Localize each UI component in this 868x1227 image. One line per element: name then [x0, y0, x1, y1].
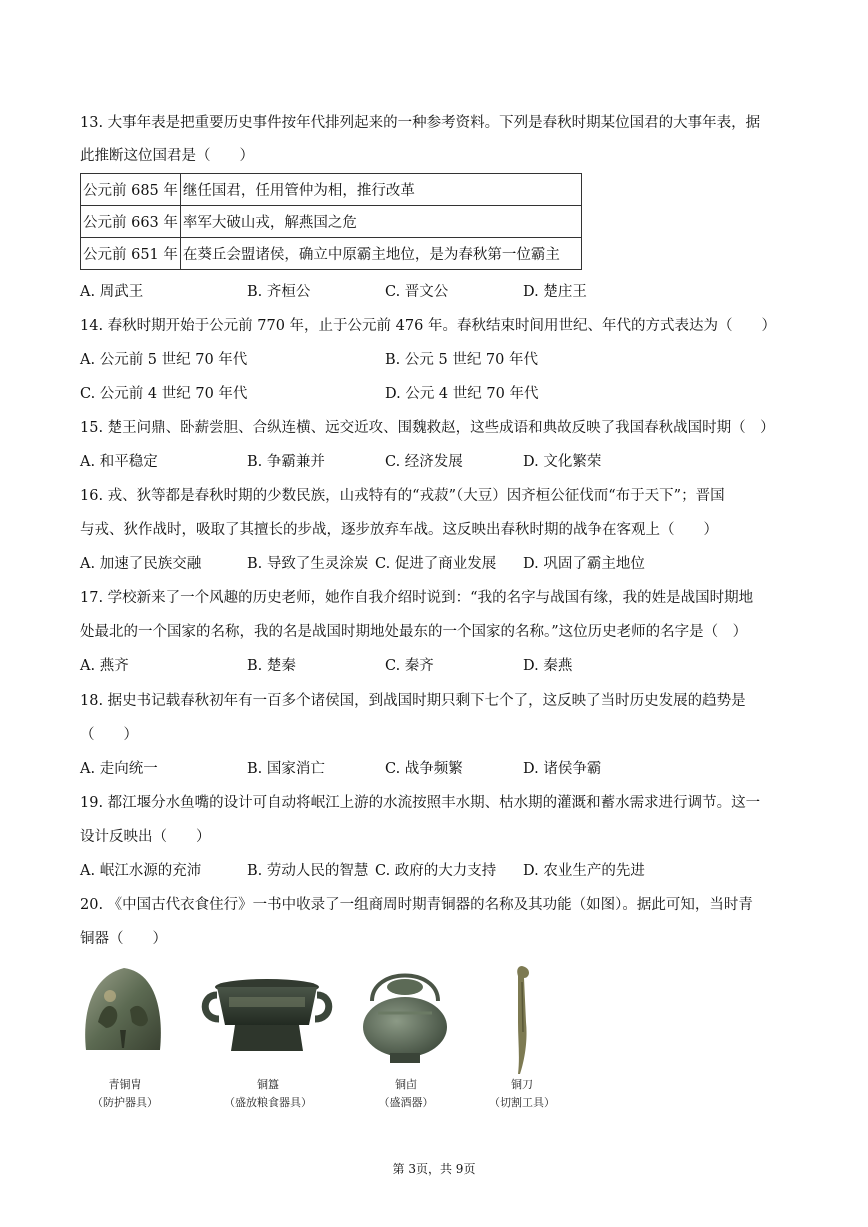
q18-stem-line1: 18. 据史书记载春秋初年有一百多个诸侯国，到战国时期只剩下七个了，这反映了当时历史发展的趋势是 [80, 693, 746, 709]
caption-helmet-name: 青铜胄 [108, 1078, 142, 1091]
q16-stem-line1: 16. 戎、狄等都是春秋时期的少数民族，山戎特有的“戎菽”（大豆）因齐桓公征伐而“布于天下”；晋国 [80, 488, 725, 504]
q15-stem: 15. 楚王问鼎、卧薪尝胆、合纵连横、远交近攻、围魏救赵，这些成语和典故反映了我国春秋战国时期（ ） [80, 420, 775, 436]
q13-stem-line1: 13. 大事年表是把重要历史事件按年代排列起来的一种参考资料。下列是春秋时期某位国君的大事年表，据 [80, 115, 761, 131]
q13-chronology-table [80, 173, 582, 270]
q18-option-b[interactable]: B. 国家消亡 [247, 761, 325, 777]
q19-stem-line1: 19. 都江堰分水鱼嘴的设计可自动将岷江上游的水流按照丰水期、枯水期的灌溉和蓄水需求进行调节。这一 [80, 795, 761, 811]
q13-stem-line2: 此推断这位国君是（ ） [80, 148, 254, 164]
bronze-helmet-image [80, 962, 166, 1058]
q16-option-c[interactable]: C. 促进了商业发展 [375, 556, 497, 572]
table-row [81, 238, 582, 270]
q19-option-a[interactable]: A. 岷江水源的充沛 [80, 863, 202, 879]
caption-you-name: 铜卣 [395, 1078, 417, 1091]
q14-option-c[interactable]: C. 公元前 4 世纪 70 年代 [80, 386, 248, 402]
caption-gui-name: 铜簋 [257, 1078, 279, 1091]
q15-options [80, 452, 788, 472]
q13-option-c[interactable]: C. 晋文公 [385, 284, 449, 300]
q19-option-b[interactable]: B. 劳动人民的智慧 [247, 863, 369, 879]
q19-option-d[interactable]: D. 农业生产的先进 [523, 863, 645, 879]
q16-options [80, 554, 788, 574]
q14-options-row2 [80, 384, 788, 404]
q14-options-row1 [80, 350, 788, 370]
q13-options [80, 282, 788, 302]
q18-stem-line2: （ ） [80, 727, 138, 743]
q17-stem-line2: 处最北的一个国家的名称，我的名是战国时期地处最东的一个国家的名称。”这位历史老师的名字是（ ） [80, 624, 748, 640]
q16-option-d[interactable]: D. 巩固了霸主地位 [523, 556, 645, 572]
table-cell-event: 在葵丘会盟诸侯，确立中原霸主地位，是为春秋第一位霸主 [180, 238, 581, 270]
q13-option-d[interactable]: D. 楚庄王 [523, 284, 587, 300]
bronze-knife-image [508, 962, 538, 1076]
q20-stem-line1: 20. 《中国古代衣食住行》一书中收录了一组商周时期青铜器的名称及其功能（如图）。据此可知，当时青 [80, 897, 753, 913]
table-cell-event: 率军大破山戎，解燕国之危 [180, 206, 581, 238]
q18-option-d[interactable]: D. 诸侯争霸 [523, 761, 602, 777]
caption-knife-function: （切割工具） [489, 1096, 555, 1109]
page-footer: 第 3页，共 9页 [392, 1162, 476, 1176]
q13-option-b[interactable]: B. 齐桓公 [247, 284, 311, 300]
q19-option-c[interactable]: C. 政府的大力支持 [375, 863, 497, 879]
table-cell-year: 公元前 651 年 [81, 238, 181, 270]
q17-option-d[interactable]: D. 秦燕 [523, 658, 573, 674]
bronze-you-wine-vessel-image [352, 963, 458, 1065]
q14-option-d[interactable]: D. 公元 4 世纪 70 年代 [385, 386, 539, 402]
q20-stem-line2: 铜器（ ） [80, 931, 167, 947]
table-cell-year: 公元前 663 年 [81, 206, 181, 238]
q17-option-b[interactable]: B. 楚秦 [247, 658, 296, 674]
q15-option-d[interactable]: D. 文化繁荣 [523, 454, 602, 470]
q19-stem-line2: 设计反映出（ ） [80, 829, 211, 845]
caption-helmet-function: （防护器具） [92, 1096, 158, 1109]
q15-option-c[interactable]: C. 经济发展 [385, 454, 463, 470]
table-row [81, 206, 582, 238]
q16-option-b[interactable]: B. 导致了生灵涂炭 [247, 556, 369, 572]
table-row [81, 174, 582, 206]
bronze-gui-vessel-image [199, 975, 335, 1057]
table-cell-event: 继任国君，任用管仲为相，推行改革 [180, 174, 581, 206]
q14-option-a[interactable]: A. 公元前 5 世纪 70 年代 [80, 352, 248, 368]
q17-option-c[interactable]: C. 秦齐 [385, 658, 434, 674]
q15-option-b[interactable]: B. 争霸兼并 [247, 454, 325, 470]
q17-option-a[interactable]: A. 燕齐 [80, 658, 129, 674]
q16-option-a[interactable]: A. 加速了民族交融 [80, 556, 202, 572]
q17-stem-line1: 17. 学校新来了一个风趣的历史老师，她作自我介绍时说到：“我的名字与战国有缘，我的姓是战国时期地 [80, 590, 754, 606]
q15-option-a[interactable]: A. 和平稳定 [80, 454, 158, 470]
q14-stem: 14. 春秋时期开始于公元前 770 年，止于公元前 476 年。春秋结束时间用世纪、年代的方式表达为（ ） [80, 318, 776, 334]
caption-gui-function: （盛放粮食器具） [224, 1096, 312, 1109]
q14-option-b[interactable]: B. 公元 5 世纪 70 年代 [385, 352, 538, 368]
q16-stem-line2: 与戎、狄作战时，吸取了其擅长的步战，逐步放弃车战。这反映出春秋时期的战争在客观上（ ） [80, 522, 718, 538]
caption-you-function: （盛酒器） [378, 1096, 434, 1109]
table-cell-year: 公元前 685 年 [81, 174, 181, 206]
q18-option-c[interactable]: C. 战争频繁 [385, 761, 463, 777]
q19-options [80, 861, 788, 881]
caption-knife-name: 铜刀 [511, 1078, 533, 1091]
q17-options [80, 656, 788, 676]
q18-options [80, 759, 788, 779]
q18-option-a[interactable]: A. 走向统一 [80, 761, 158, 777]
q13-option-a[interactable]: A. 周武王 [80, 284, 144, 300]
